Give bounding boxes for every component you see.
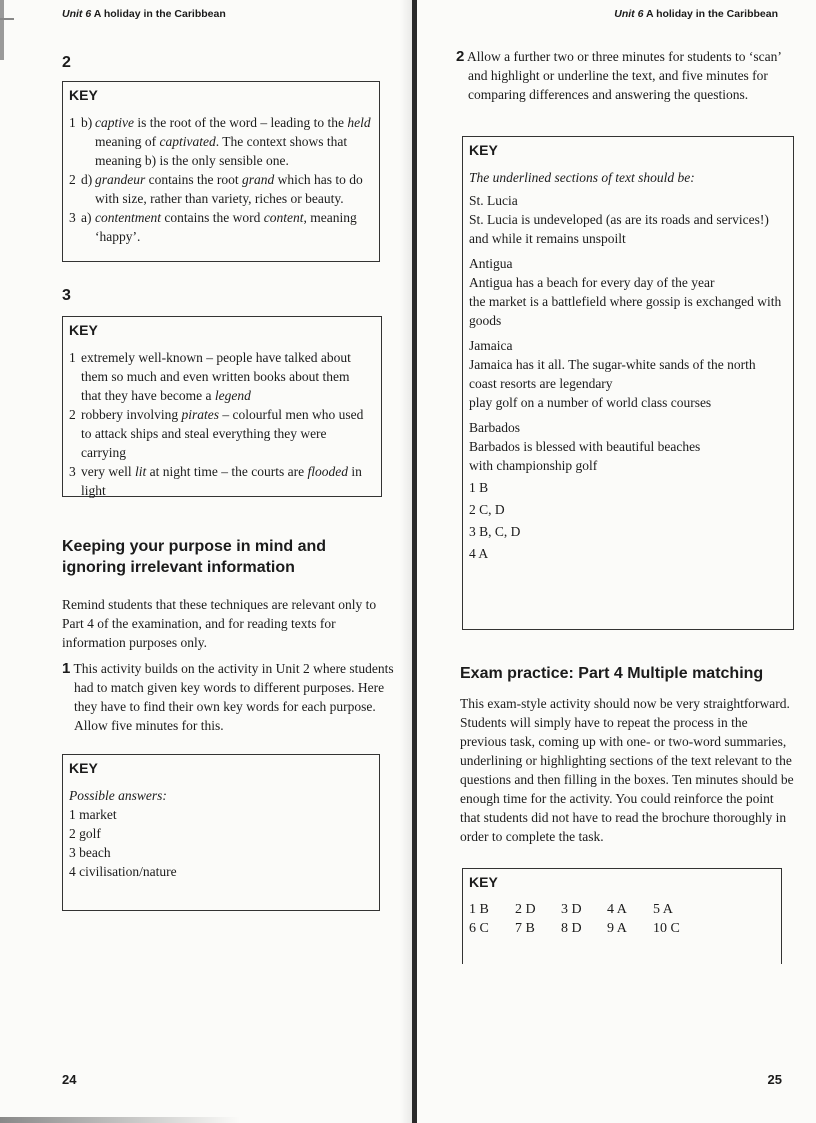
list-item: 1 b) captive is the root of the word – leading to the held meaning of captivated. The context shows that meaning b) is the only sensible one.	[69, 115, 371, 168]
answer-cell: 9 A	[607, 921, 627, 936]
section-heading: Exam practice: Part 4 Multiple matching	[460, 665, 764, 682]
answer-cell: 10 C	[653, 921, 680, 936]
list-item: 2 d) grandeur contains the root grand which has to do with size, rather than variety, riches or beauty.	[69, 172, 363, 206]
key-title: KEY	[69, 322, 98, 338]
answer-line: 4 A	[469, 546, 489, 561]
intro-paragraph: Remind students that these techniques are relevant only to Part 4 of the examination, and for reading texts for information purposes only.	[62, 597, 377, 650]
section-number: 3	[62, 287, 71, 304]
answer-group: Jamaica Jamaica has it all. The sugar-white sands of the north coast resorts are legendary play golf on a number of world class courses	[469, 338, 756, 410]
key-list	[69, 113, 371, 246]
answer-group: Antigua Antigua has a beach for every day of the year the market is a battlefield where gossip is exchanged with goods	[469, 256, 782, 328]
page-number: 24	[62, 1072, 77, 1087]
answer-cell: 7 B	[515, 921, 535, 936]
key-title: KEY	[69, 760, 98, 776]
answer-cell: 1 B	[469, 902, 489, 917]
key-title: KEY	[69, 87, 98, 103]
right-page	[418, 0, 816, 1123]
key-subtitle: Possible answers:	[69, 788, 167, 803]
answer-line: 1 market	[69, 807, 117, 822]
key-box	[62, 316, 382, 497]
exam-paragraph: This exam-style activity should now be very straightforward. Students will simply have to repeat the process in the previous task, coming up with one- or two-word summaries, underlining or highlighting sections of the text relevant to the questions and then filling in the boxes. Ten minutes should be enough time for the activity. You could reinforce the point that students did not have to read the brochure thoroughly in order to complete the task.	[460, 696, 794, 844]
key-title: KEY	[469, 874, 498, 890]
list-item: 3 very well lit at night time – the courts are flooded in light	[69, 464, 362, 498]
activity-paragraph: 1 This activity builds on the activity in Unit 2 where students had to match given key words to different purposes. Here they have to find their own key words for each purpose. Allow five minutes for this.	[62, 660, 394, 733]
answer-line: 2 golf	[69, 826, 101, 841]
answer-line: 3 B, C, D	[469, 524, 521, 539]
activity-paragraph: 2 Allow a further two or three minutes for students to ‘scan’ and highlight or underline the text, and five minutes for comparing differences and answering the questions.	[456, 48, 781, 102]
answer-grid	[469, 900, 773, 938]
answer-line: 2 C, D	[469, 502, 505, 517]
answer-line: 4 civilisation/nature	[69, 864, 177, 879]
answer-cell: 3 D	[561, 902, 582, 917]
key-box	[462, 136, 794, 630]
page-number: 25	[767, 1072, 782, 1087]
key-box	[62, 81, 380, 262]
answer-cell: 4 A	[607, 902, 627, 917]
key-box	[462, 868, 782, 964]
list-item: 1 extremely well-known – people have talked about them so much and even written books about them that they have become a legend	[69, 350, 351, 403]
answer-cell: 6 C	[469, 921, 489, 936]
answer-line: 3 beach	[69, 845, 111, 860]
running-header: Unit 6 A holiday in the Caribbean	[62, 8, 226, 20]
answer-group: St. Lucia St. Lucia is undeveloped (as are its roads and services!) and while it remains unspoilt	[469, 193, 769, 246]
answer-group: Barbados Barbados is blessed with beautiful beaches with championship golf	[469, 420, 701, 473]
section-heading: Keeping your purpose in mind and ignoring irrelevant information	[62, 538, 327, 576]
answer-cell: 2 D	[515, 902, 536, 917]
running-header: Unit 6 A holiday in the Caribbean	[614, 8, 778, 20]
key-title: KEY	[469, 142, 498, 158]
section-number: 2	[62, 54, 71, 71]
answer-cell: 8 D	[561, 921, 582, 936]
answer-cell: 5 A	[653, 902, 673, 917]
key-list	[69, 348, 373, 500]
key-box	[62, 754, 380, 911]
list-item: 2 robbery involving pirates – colourful men who used to attack ships and steal everything they were carrying	[69, 407, 364, 460]
key-subtitle: The underlined sections of text should be:	[469, 170, 695, 185]
list-item: 3 a) contentment contains the word content, meaning ‘happy’.	[69, 210, 357, 244]
answer-line: 1 B	[469, 480, 489, 495]
